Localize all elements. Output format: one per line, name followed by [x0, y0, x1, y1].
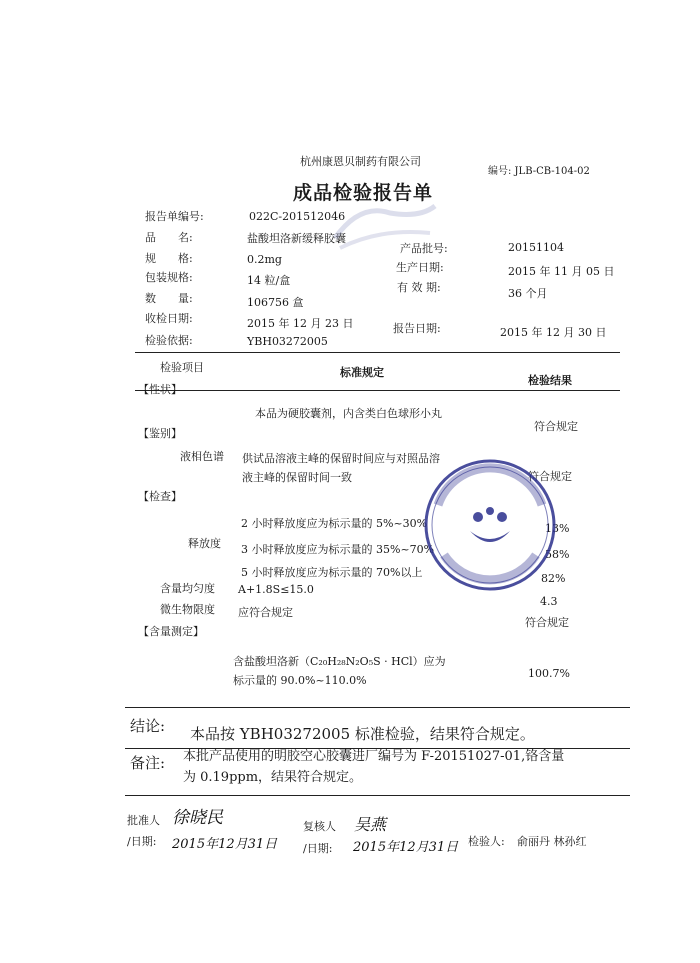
release-standard-5h: 5 小时释放度应为标示量的 70%以上 [241, 566, 423, 579]
release-standard-3h: 3 小时释放度应为标示量的 35%~70% [241, 543, 435, 556]
column-header-item: 检验项目 [160, 361, 204, 374]
assay-standard-line2: 标示量的 90.0%~110.0% [233, 674, 367, 687]
column-header-standard: 标准规定 [340, 366, 384, 379]
uniformity-result: 4.3 [540, 595, 558, 608]
batch-value: 20151104 [508, 241, 564, 254]
remark-rule [125, 795, 630, 796]
stamp-smudge [330, 198, 440, 253]
identification-standard-line1: 供试品溶液主峰的保留时间应与对照品溶 [242, 452, 440, 465]
release-item: 释放度 [188, 537, 221, 550]
assay-result: 100.7% [528, 667, 570, 680]
table-top-rule [135, 352, 620, 353]
characteristics-standard: 本品为硬胶囊剂，内含类白色球形小丸 [255, 407, 442, 420]
report-date-label: 报告日期: [393, 322, 441, 335]
batch-label: 产品批号: [400, 242, 448, 255]
production-date-label: 生产日期: [396, 261, 444, 274]
uniformity-item: 含量均匀度 [160, 582, 215, 595]
release-result-2h: 13% [545, 522, 570, 535]
release-result-5h: 82% [541, 572, 566, 585]
quantity-value: 106756 盒 [247, 296, 304, 309]
received-date-value: 2015 年 12 月 23 日 [247, 317, 354, 330]
production-date-value: 2015 年 11 月 05 日 [508, 265, 615, 278]
reviewer-date-label: /日期: [303, 842, 333, 855]
pack-label: 包装规格: [145, 271, 193, 284]
table-header-rule [135, 390, 620, 391]
received-date-label: 收检日期: [145, 312, 193, 325]
product-name-label: 品 名: [145, 231, 193, 244]
inspector-label: 检验人: [468, 835, 505, 848]
remark-line2: 为 0.19ppm，结果符合规定。 [183, 770, 363, 785]
approver-date-label: /日期: [127, 835, 157, 848]
expiry-label: 有 效 期: [397, 281, 441, 294]
microbial-item: 微生物限度 [160, 603, 215, 616]
report-date-value: 2015 年 12 月 30 日 [500, 326, 607, 339]
approver-label: 批准人 [127, 814, 160, 827]
remark-line1: 本批产品使用的明胶空心胶囊进厂编号为 F-20151027-01,铬含量 [183, 749, 565, 764]
column-header-result: 检验结果 [528, 374, 572, 387]
expiry-value: 36 个月 [508, 287, 548, 300]
document-number: 编号: JLB-CB-104-02 [488, 166, 590, 177]
characteristics-result: 符合规定 [534, 420, 578, 433]
microbial-result: 符合规定 [525, 616, 569, 629]
assay-standard-line1: 含盐酸坦洛新（C₂₀H₂₈N₂O₅S · HCl）应为 [233, 655, 446, 668]
uniformity-standard: A+1.8S≤15.0 [238, 583, 314, 596]
basis-label: 检验依据: [145, 334, 193, 347]
product-name-value: 盐酸坦洛新缓释胶囊 [247, 232, 346, 245]
reviewer-label: 复核人 [303, 820, 336, 833]
reviewer-signature: 吴燕 [354, 815, 387, 834]
conclusion-text: 本品按 YBH03272005 标准检验，结果符合规定。 [190, 725, 535, 743]
identification-standard-line2: 液主峰的保留时间一致 [242, 471, 352, 484]
quality-seal-stamp [420, 455, 560, 595]
section-identification: 【鉴别】 [138, 427, 182, 440]
section-assay: 【含量测定】 [138, 625, 204, 638]
table-bottom-rule [125, 707, 630, 708]
basis-value: YBH03272005 [247, 335, 328, 348]
spec-value: 0.2mg [247, 253, 282, 266]
release-standard-2h: 2 小时释放度应为标示量的 5%~30% [241, 517, 428, 530]
section-examination: 【检查】 [138, 490, 182, 503]
release-result-3h: 58% [545, 548, 570, 561]
microbial-standard: 应符合规定 [238, 606, 293, 619]
approver-signature: 徐晓民 [172, 808, 223, 828]
reviewer-date: 2015年12月31日 [353, 840, 459, 855]
remark-label: 备注: [130, 754, 166, 772]
pack-value: 14 粒/盒 [247, 274, 291, 287]
spec-label: 规 格: [145, 252, 193, 265]
identification-result: 符合规定 [528, 470, 572, 483]
report-no-label: 报告单编号: [145, 210, 204, 223]
section-characteristics: 【性状】 [138, 383, 182, 396]
page-title: 成品检验报告单 [293, 182, 434, 204]
company-name: 杭州康恩贝制药有限公司 [300, 155, 421, 168]
identification-item: 液相色谱 [180, 450, 224, 463]
report-no-value: 022C-201512046 [249, 210, 346, 223]
quantity-label: 数 量: [145, 292, 193, 305]
inspector-names: 俞丽丹 林孙红 [517, 835, 587, 848]
approver-date: 2015年12月31日 [172, 837, 278, 852]
conclusion-label: 结论: [130, 717, 166, 735]
